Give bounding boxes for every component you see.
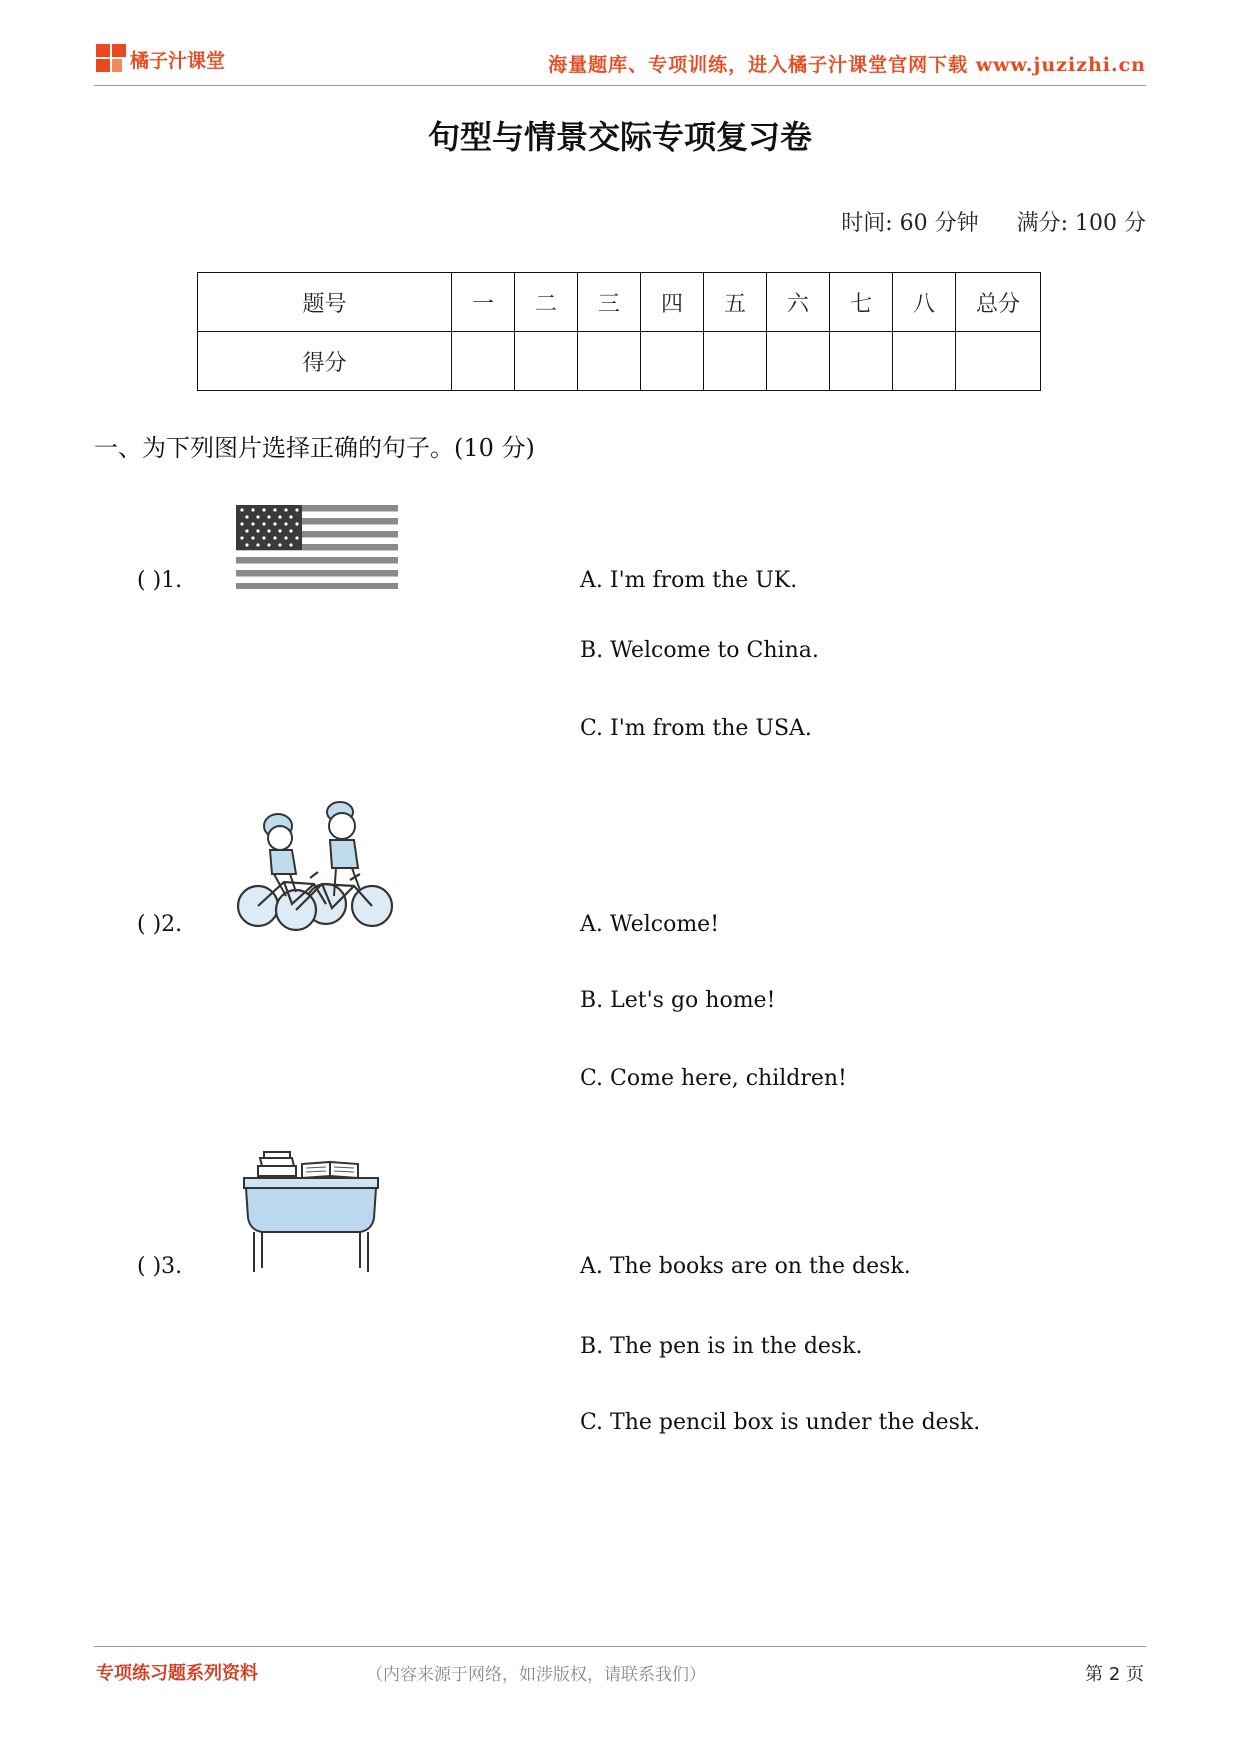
question-2-option-c[interactable]: C. Come here, children! xyxy=(580,1066,847,1091)
question-3-option-a[interactable]: A. The books are on the desk. xyxy=(580,1254,911,1279)
children-bicycles-icon xyxy=(234,800,398,934)
column-header-total: 总分 xyxy=(956,273,1041,332)
score-cell[interactable] xyxy=(830,332,893,391)
header-divider xyxy=(94,85,1146,86)
question-2-option-b[interactable]: B. Let's go home! xyxy=(580,988,776,1013)
column-header: 四 xyxy=(641,273,704,332)
time-limit: 时间: 60 分钟 xyxy=(841,211,979,236)
page-number: 第 2 页 xyxy=(1085,1664,1144,1685)
score-cell[interactable] xyxy=(641,332,704,391)
column-header: 六 xyxy=(767,273,830,332)
score-cell[interactable] xyxy=(452,332,515,391)
footer-copyright-note: （内容来源于网络，如涉版权，请联系我们） xyxy=(366,1665,706,1685)
question-1-option-a[interactable]: A. I'm from the UK. xyxy=(580,568,798,593)
column-header: 七 xyxy=(830,273,893,332)
footer-series-label: 专项练习题系列资料 xyxy=(96,1663,258,1684)
books-on-desk-icon xyxy=(240,1148,382,1276)
brand-name: 橘子汁课堂 xyxy=(130,50,226,72)
page-title: 句型与情景交际专项复习卷 xyxy=(427,118,812,156)
question-3-bracket[interactable]: ( )3. xyxy=(137,1254,183,1279)
score-table xyxy=(197,272,1041,391)
exam-meta xyxy=(841,206,1146,237)
section-heading: 一、为下列图片选择正确的句子。(10 分) xyxy=(94,434,535,462)
column-header: 八 xyxy=(893,273,956,332)
question-2-bracket[interactable]: ( )2. xyxy=(137,912,183,937)
score-cell-total[interactable] xyxy=(956,332,1041,391)
column-header: 五 xyxy=(704,273,767,332)
score-cell[interactable] xyxy=(515,332,578,391)
column-header: 一 xyxy=(452,273,515,332)
score-label: 得分 xyxy=(198,332,452,391)
score-cell[interactable] xyxy=(704,332,767,391)
question-1-option-c[interactable]: C. I'm from the USA. xyxy=(580,716,812,741)
score-table-score-row xyxy=(198,332,1041,391)
question-3-option-b[interactable]: B. The pen is in the desk. xyxy=(580,1334,863,1359)
column-header: 二 xyxy=(515,273,578,332)
score-cell[interactable] xyxy=(578,332,641,391)
full-score: 满分: 100 分 xyxy=(1016,211,1146,236)
score-table-header-row xyxy=(198,273,1041,332)
score-cell[interactable] xyxy=(767,332,830,391)
question-2-option-a[interactable]: A. Welcome! xyxy=(580,912,720,937)
footer-divider xyxy=(94,1646,1146,1647)
column-header: 三 xyxy=(578,273,641,332)
question-1-option-b[interactable]: B. Welcome to China. xyxy=(580,638,819,663)
question-1-bracket[interactable]: ( )1. xyxy=(137,568,183,593)
usa-flag-icon xyxy=(236,505,398,589)
question-number-label: 题号 xyxy=(198,273,452,332)
header-slogan: 海量题库、专项训练，进入橘子汁课堂官网下载 www.juzizhi.cn xyxy=(548,54,1146,76)
score-cell[interactable] xyxy=(893,332,956,391)
question-3-option-c[interactable]: C. The pencil box is under the desk. xyxy=(580,1410,981,1435)
